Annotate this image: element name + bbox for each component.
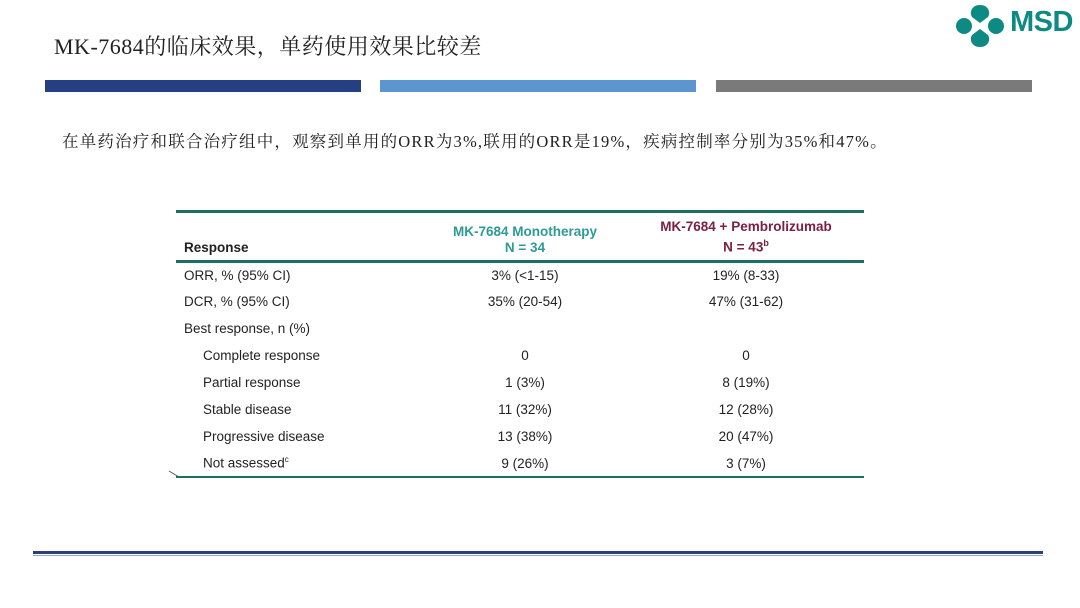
table-row bbox=[176, 261, 864, 288]
header-bar-blue bbox=[380, 80, 696, 92]
row-label: DCR, % (95% CI) bbox=[184, 294, 290, 309]
row-label: Stable disease bbox=[203, 402, 292, 417]
row-label: Complete response bbox=[203, 348, 321, 363]
header-bar-navy bbox=[45, 80, 361, 92]
row-mono-value: 11 (32%) bbox=[498, 402, 552, 417]
footer-divider bbox=[33, 551, 1043, 554]
results-table bbox=[176, 210, 864, 478]
corner-tick-mark bbox=[168, 470, 180, 478]
header-mono-n: N = 34 bbox=[504, 239, 546, 255]
row-label: Partial response bbox=[203, 375, 301, 390]
row-label: Best response, n (%) bbox=[184, 321, 311, 336]
row-label-sup: c bbox=[284, 455, 289, 465]
table-row bbox=[176, 342, 864, 369]
msd-logo-text: MSD bbox=[1010, 6, 1073, 38]
header-monotherapy bbox=[422, 212, 628, 262]
header-bar-gray bbox=[716, 80, 1032, 92]
header-mono-name: MK-7684 Monotherapy bbox=[452, 223, 598, 239]
header-response: Response bbox=[184, 239, 249, 255]
summary-text: 在单药治疗和联合治疗组中，观察到单用的ORR为3%,联用的ORR是19%，疾病控制率分别为35%和47%。 bbox=[62, 132, 888, 151]
row-combo-value: 0 bbox=[742, 348, 750, 363]
row-mono-value bbox=[422, 315, 628, 342]
table-row bbox=[176, 315, 864, 342]
row-label bbox=[176, 450, 422, 477]
table-header-row bbox=[176, 212, 864, 262]
row-mono-value: 13 (38%) bbox=[497, 429, 553, 444]
row-mono-value: 1 (3%) bbox=[505, 375, 545, 390]
row-label-text: Not assessed bbox=[203, 455, 285, 471]
header-combo-name: MK-7684 + Pembrolizumab bbox=[660, 219, 832, 234]
row-mono-value: 35% (20-54) bbox=[487, 294, 563, 309]
table-row bbox=[176, 396, 864, 423]
header-combo-n-sup: b bbox=[763, 238, 769, 248]
table-row bbox=[176, 423, 864, 450]
slide-title: MK-7684的临床效果，单药使用效果比较差 bbox=[54, 34, 482, 59]
row-combo-value: 3 (7%) bbox=[726, 455, 766, 471]
row-combo-value: 12 (28%) bbox=[718, 402, 774, 417]
row-combo-value: 19% (8-33) bbox=[712, 267, 780, 283]
table-row bbox=[176, 288, 864, 315]
footer-divider-light bbox=[33, 555, 1043, 556]
header-combo-n-text: N = 43 bbox=[723, 239, 764, 255]
table-row bbox=[176, 450, 864, 477]
header-combination bbox=[628, 212, 864, 262]
row-label: ORR, % (95% CI) bbox=[184, 267, 291, 283]
table-row bbox=[176, 369, 864, 396]
row-mono-value: 3% (<1-15) bbox=[491, 267, 559, 283]
row-label: Progressive disease bbox=[203, 429, 325, 444]
row-combo-value: 8 (19%) bbox=[722, 375, 770, 390]
row-combo-value: 20 (47%) bbox=[718, 429, 774, 444]
row-combo-value bbox=[628, 315, 864, 342]
row-mono-value: 0 bbox=[521, 348, 529, 363]
header-combo-n bbox=[634, 235, 858, 256]
row-mono-value: 9 (26%) bbox=[501, 455, 549, 471]
row-combo-value: 47% (31-62) bbox=[708, 294, 784, 309]
